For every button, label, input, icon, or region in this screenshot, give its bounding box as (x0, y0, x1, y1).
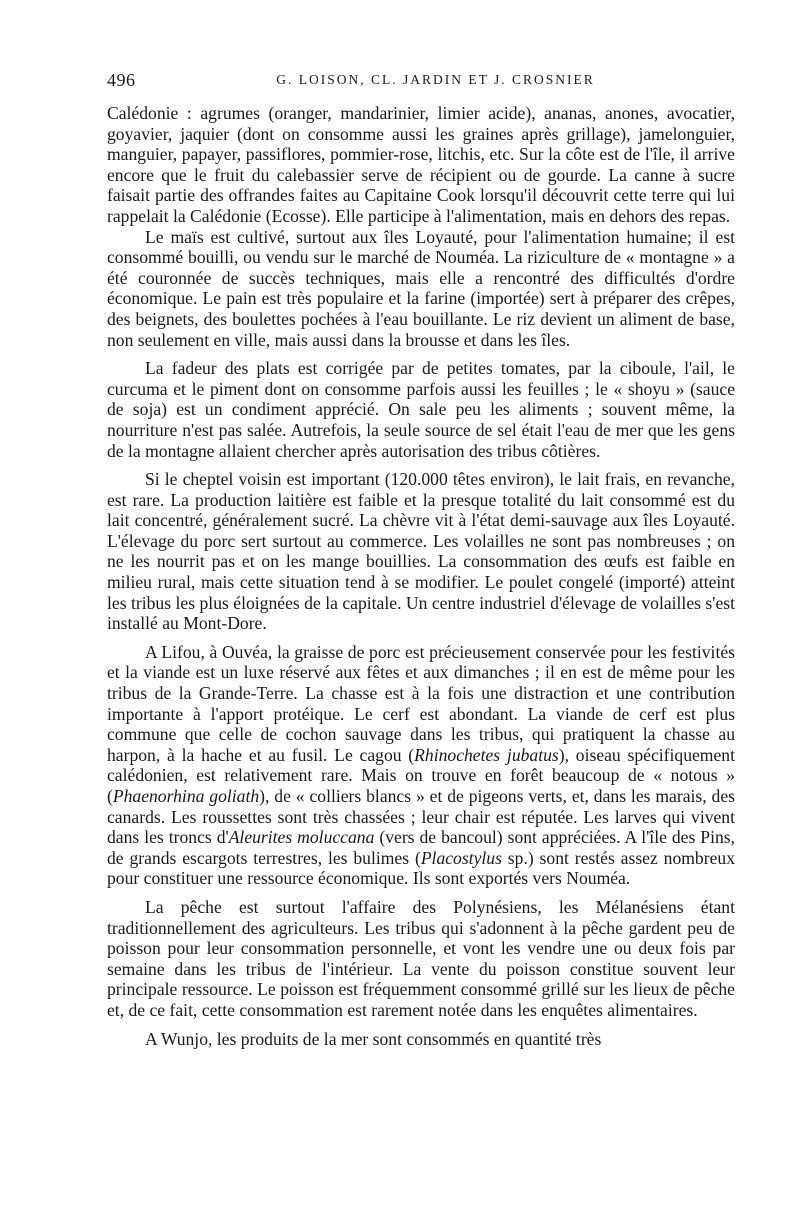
paragraph-text: A Wunjo, les produits de la mer sont consommés en quantité très (145, 1028, 602, 1049)
species-name: Rhinochetes jubatus (414, 744, 559, 765)
paragraph-text: sp.) sont restés assez nombreux pour constituer une ressource économique. Ils sont exportés vers Nouméa. (107, 847, 735, 889)
body-text (107, 103, 735, 1049)
paragraph-text: La fadeur des plats est corrigée par de petites tomates, par la ciboule, l'ail, le curcuma et le piment dont on consomme parfois aussi les feuilles ; le « shoyu » (sauce de soja) est un condiment apprécié. On sale peu les aliments ; souvent même, la nourriture n'est pas salée. Autrefois, la seule source de sel était l'eau de mer que les gens de la montagne allaient chercher après autorisation des tribus côtières. (107, 358, 735, 461)
page-number: 496 (107, 70, 136, 90)
species-name: Phaenorhina goliath (112, 786, 260, 806)
paragraph-text: ), oiseau spécifiquement calédonien, est relativement rare. Mais on trouve en forêt beaucoup de « notous » ( (107, 744, 735, 806)
paragraph-hunting (107, 642, 735, 889)
paragraph-fruits (107, 103, 735, 227)
paragraph-wunjo (107, 1029, 735, 1050)
species-name: Placostylus (420, 847, 502, 868)
running-title: G. LOISON, CL. JARDIN ET J. CROSNIER (276, 72, 595, 87)
paragraph-text: Le maïs est cultivé, surtout aux îles Loyauté, pour l'alimentation humaine; il est consommé bouilli, ou vendu sur le marché de Nouméa. La riziculture de « montagne » a été couronnée de succès techniques, mais elle a rencontré des difficultés d'ordre économique. Le pain est très populaire et la farine (importée) sert à préparer des crêpes, des beignets, des boulettes pochées à l'eau bouillante. Le riz devient un aliment de base, non seulement en ville, mais aussi dans la brousse et dans les îles. (107, 226, 735, 350)
paragraph-maize (107, 227, 735, 351)
species-name: Aleurites moluccana (228, 827, 375, 848)
paragraph-fishing (107, 897, 735, 1021)
paragraph-seasoning (107, 358, 735, 461)
paragraph-text: (vers de bancoul) sont appréciées. A l'île des Pins, de grands escargots terrestres, les bulimes ( (107, 827, 736, 868)
paragraph-text: Calédonie : agrumes (oranger, mandarinier, limier acide), ananas, anones, avocatier, goyavier, jaquier (dont on consomme aussi les graines après grillage), jamelonguier, manguier, papayer, passiflores, pommier-rose, litchis, etc. Sur la côte est de l'île, il arrive encore que le fruit du calebassier serve de récipient ou de gourde. La canne à sucre faisait partie des offrandes faites au Capitaine Cook lorsqu'il découvrit cette terre qui lui rappelait la Calédonie (Ecosse). Elle participe à l'alimentation, mais en dehors des repas. (107, 103, 735, 226)
paragraph-text: Si le cheptel voisin est important (120.000 têtes environ), le lait frais, en revanche, est rare. La production laitière est faible et la presque totalité du lait consommé est du lait concentré, généralement sucré. La chèvre vit à l'état demi-sauvage aux îles Loyauté. L'élevage du porc sert surtout au commerce. Les volailles ne sont pas nombreuses ; on ne les nourrit pas et on les mange bouillies. La consommation des œufs est faible en milieu rural, mais cette situation tend à se modifier. Le poulet congelé (importé) atteint les tribus les plus éloignées de la capitale. Un centre industriel d'élevage de volailles s'est installé au Mont-Dore. (107, 469, 735, 634)
paragraph-text: ), de « colliers blancs » et de pigeons verts, et, dans les marais, des canards. Les roussettes sont très chassées ; leur chair est réputée. Les larves qui vivent dans les troncs d' (107, 786, 735, 848)
paragraph-text: A Lifou, à Ouvéa, la graisse de porc est précieusement conservée pour les festivités et la viande est un luxe réservé aux fêtes et aux dimanches ; il en est de même pour les tribus de la Grande-Terre. La chasse est à la fois une distraction et une contribution importante à l'apport protéique. Le cerf est abondant. La viande de cerf est plus commune que celle de cochon sauvage dans les tribus, qui pratiquent la chasse au harpon, à la hache et au fusil. Le cagou ( (107, 641, 735, 765)
page-header (107, 70, 734, 94)
paragraph-text: La pêche est surtout l'affaire des Polynésiens, les Mélanésiens étant traditionnellement des agriculteurs. Les tribus qui s'adonnent à la pêche gardent peu de poisson pour leur consommation personnelle, et vont les vendre une ou deux fois par semaine dans les tribus de l'intérieur. La vente du poisson constitue souvent leur principale ressource. Le poisson est fréquemment consommé grillé sur les lieux de pêche et, de ce fait, cette consommation est rarement notée dans les enquêtes alimentaires. (107, 896, 735, 1020)
paragraph-livestock (107, 469, 735, 634)
